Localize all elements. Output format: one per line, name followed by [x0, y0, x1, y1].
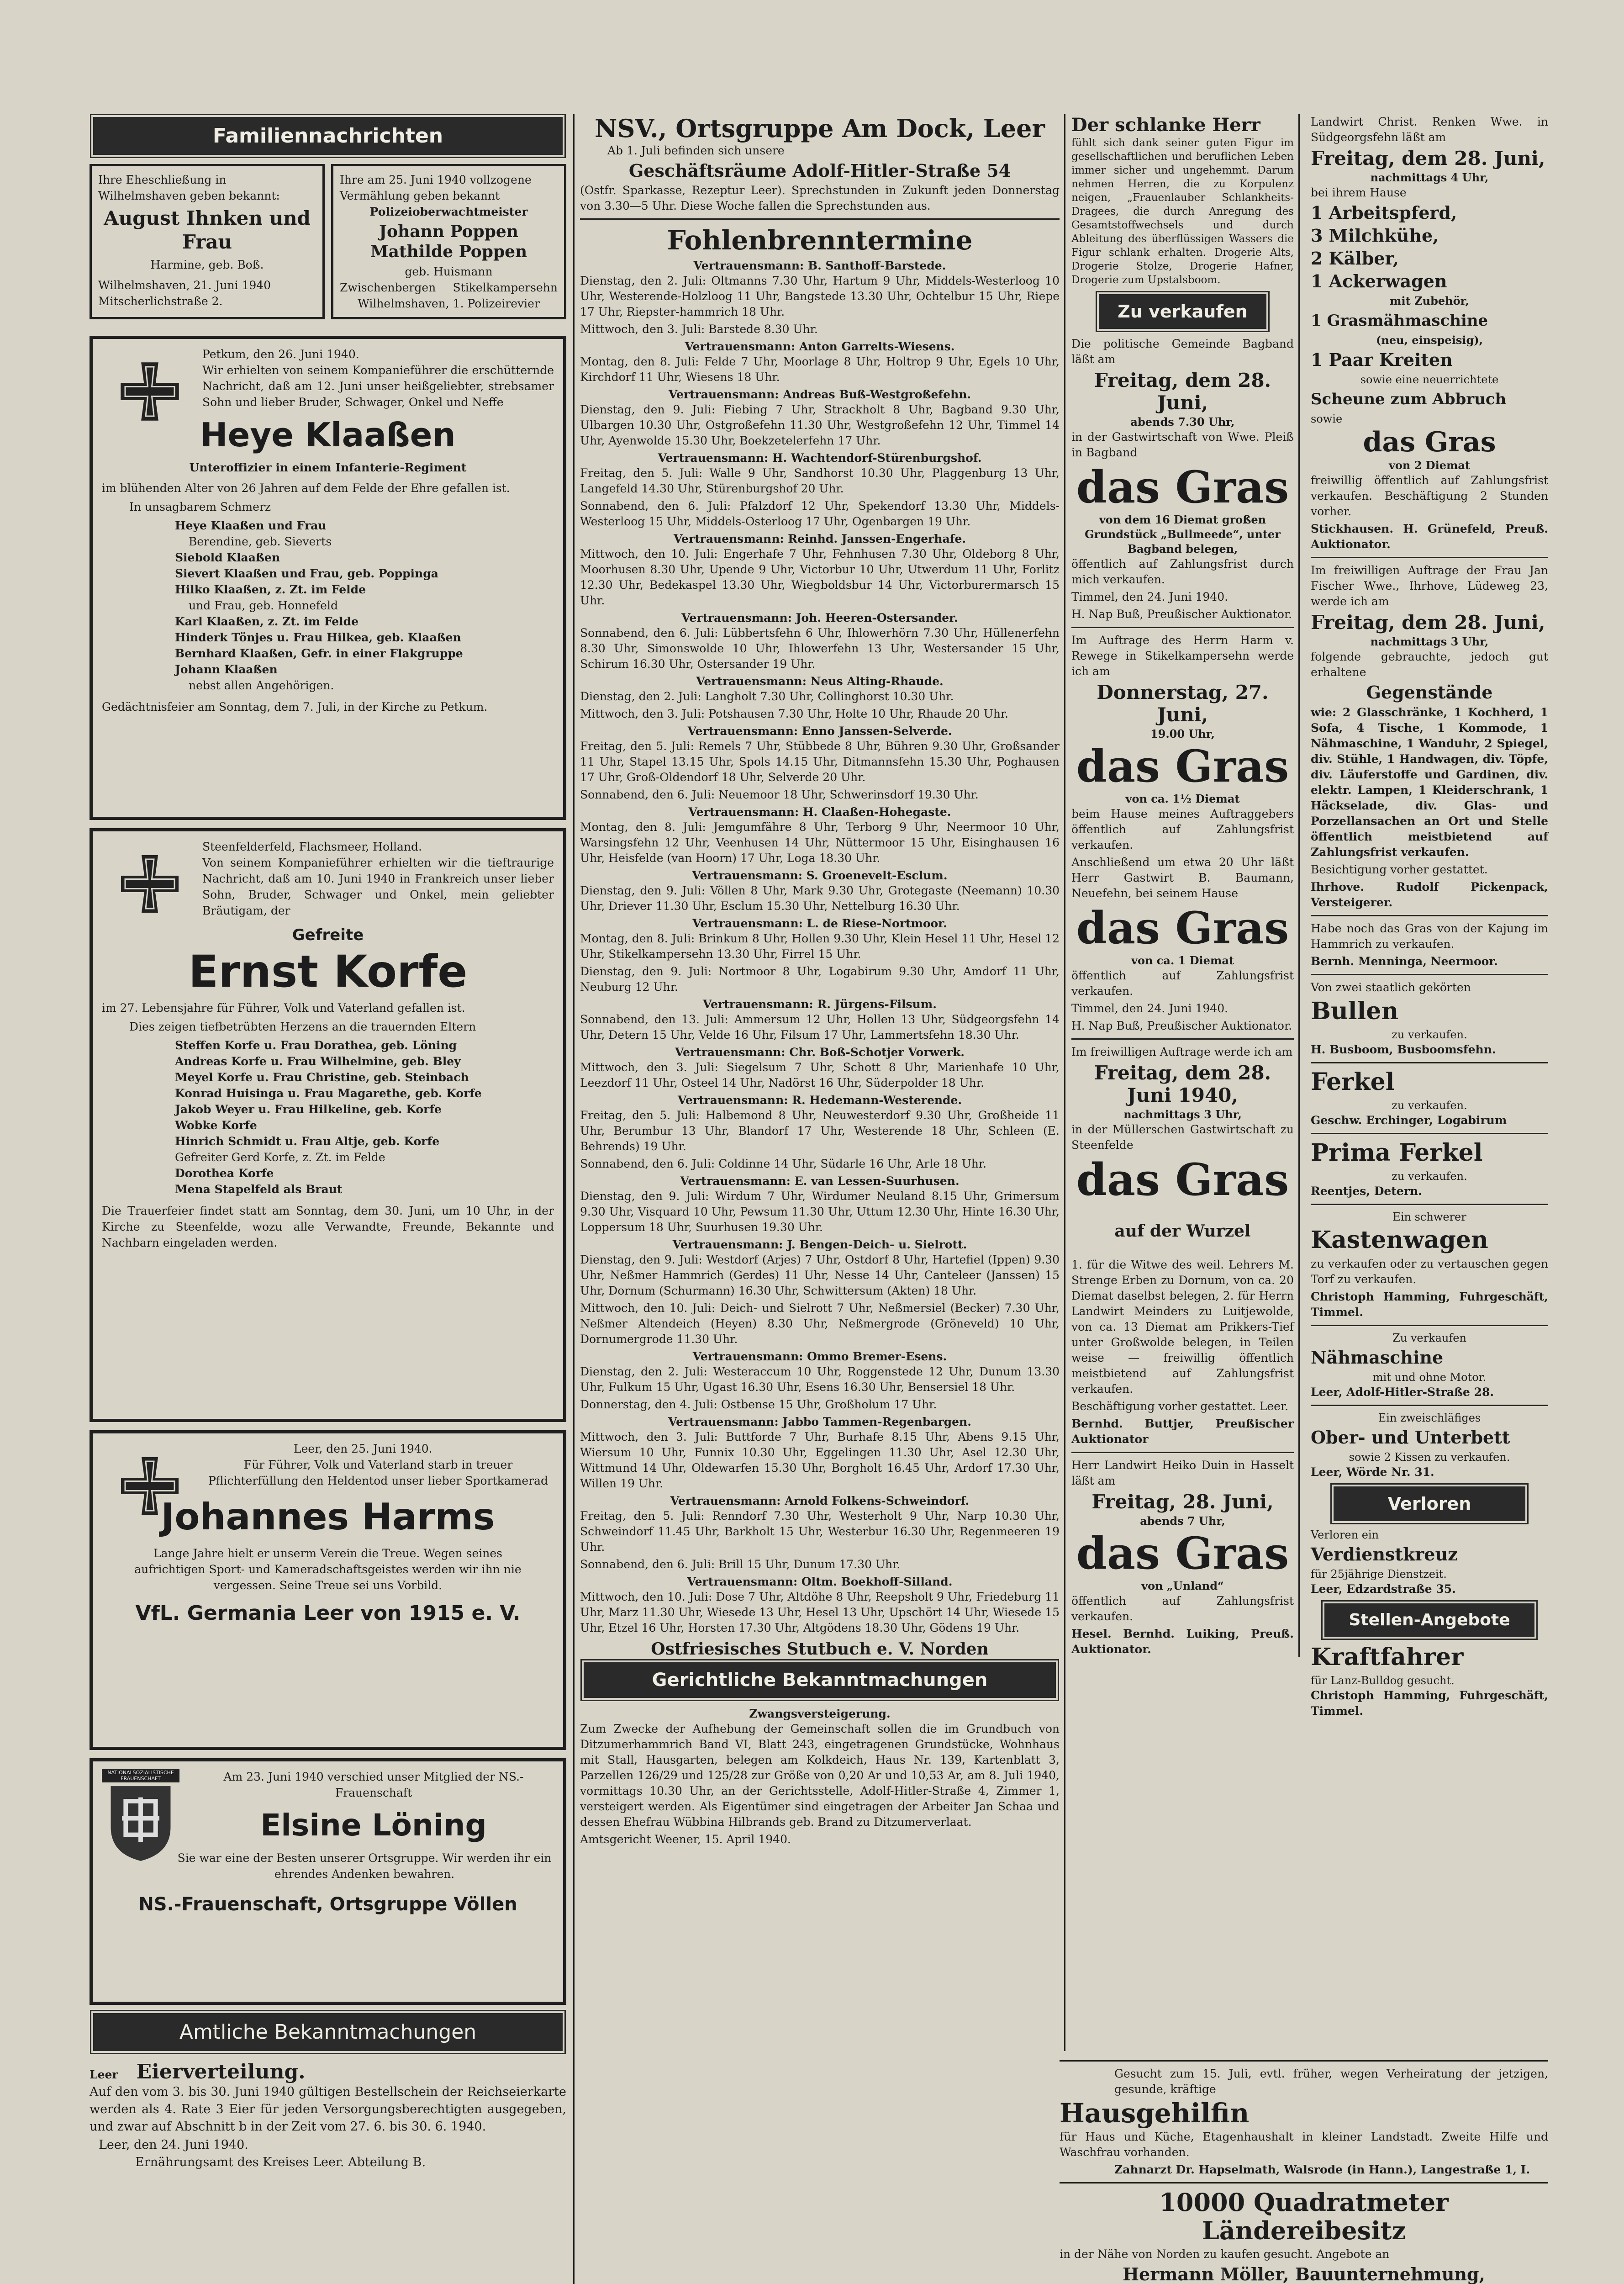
fischer-big: Gegenstände — [1366, 682, 1493, 703]
ad2-text: Im Auftrage des Herrn Harm v. Rewege in Stikelkampersehn werde ich am — [1071, 634, 1294, 678]
fohlen-entry: Montag, den 8. Juli: Felde 7 Uhr, Moorlage 8 Uhr, Holtrop 9 Uhr, Egels 10 Uhr, Kirchdorf 11 Uhr, Wiesens 18 Uhr. — [580, 355, 1060, 384]
mourner: Sievert Klaaßen und Frau, geb. Poppinga — [175, 567, 438, 580]
bett-text: Ein zweischläfiges — [1378, 1412, 1481, 1424]
ad3-sub: auf der Wurzel — [1114, 1221, 1251, 1241]
ad2-text3: Anschließend um etwa 20 Uhr läßt Herr Gastwirt B. Baumann, Neuefehn, bei seinem Hause — [1071, 856, 1294, 900]
divider — [1060, 2182, 1548, 2184]
death-notice-korfe — [90, 828, 566, 1422]
ad2-sub2: von ca. 1 Diemat — [1131, 954, 1234, 967]
death1-intro: Wir erhielten von seinem Kompanieführer die erschütternde Nachricht, daß am 12. Juni unser heißgeliebter, strebsamer Sohn und lieber Bruder, Schwager, Onkel und Neffe — [202, 364, 554, 409]
verloren-item: Verdienstkreuz — [1311, 1544, 1458, 1565]
fischer-text: Im freiwilligen Auftrage der Frau Jan Fischer Wwe., Ihrhove, Lüdeweg 23, werde ich am — [1311, 564, 1548, 608]
divider — [1311, 557, 1548, 558]
mourner: Mena Stapelfeld als Braut — [175, 1183, 343, 1196]
divider — [1311, 1204, 1548, 1205]
fohlen-list — [580, 259, 1060, 1636]
bett-sub: sowie 2 Kissen zu verkaufen. — [1349, 1451, 1510, 1464]
column-4 — [1311, 114, 1548, 1721]
ad1-sign: H. Nap Buß, Preußischer Auktionator. — [1071, 608, 1292, 621]
fohlen-header: Vertrauensmann: R. Hedemann-Westerende. — [677, 1094, 962, 1107]
landwirt-date: Freitag, dem 28. Juni, — [1311, 147, 1545, 169]
column-2 — [580, 114, 1060, 1849]
engagement-row — [90, 164, 566, 328]
prima-sign: Reentjes, Detern. — [1311, 1184, 1422, 1198]
fohlen-entry: Dienstag, den 9. Juli: Fiebing 7 Uhr, Strackholt 8 Uhr, Bagband 9.30 Uhr, Ulbargen 10.30 Uhr, Ostgroßefehn 11.30 Uhr, Westgroßefehn 12 Uhr, Timmel 14 Uhr, Ayenwolde 15.30 Uhr, Boekzetelerfehn 17 Uhr. — [580, 403, 1060, 447]
fischer-time: nachmittags 3 Uhr, — [1370, 635, 1489, 648]
fohlen-entry: Mittwoch, den 3. Juli: Buttforde 7 Uhr, Burhafe 8.15 Uhr, Abens 9.15 Uhr, Wiersum 10 Uhr, Funnix 10.30 Uhr, Eggelingen 11.30 Uhr, Asel 12.30 Uhr, Wittmund 14 Uhr, Oldewarfen 15.30 Uhr, Borgholt 16.45 Uhr, Ardorf 17.30 Uhr, Willen 19 Uhr. — [580, 1430, 1060, 1490]
gras-text: Habe noch das Gras von der Kajung im Hammrich zu verkaufen. — [1311, 922, 1548, 951]
fohlen-entry: Dienstag, den 2. Juli: Westeraccum 10 Uhr, Roggenstede 12 Uhr, Dunum 13.30 Uhr, Fulkum 15 Uhr, Ugast 16.30 Uhr, Esens 16.30 Uhr, Bensersiel 18 Uhr. — [580, 1365, 1060, 1394]
mourner: Siebold Klaaßen — [175, 551, 280, 564]
fohlen-header: Vertrauensmann: Joh. Heeren-Ostersander. — [681, 611, 958, 624]
fohlen-header: Vertrauensmann: Ommo Bremer-Esens. — [692, 1350, 947, 1363]
fohlen-entry: Freitag, den 5. Juli: Walle 9 Uhr, Sandhorst 10.30 Uhr, Plaggenburg 13 Uhr, Langefeld 14.30 Uhr, Stürenburgshof 20 Uhr. — [580, 466, 1060, 495]
engagement-text: Ihre Eheschließung in Wilhelmshaven geben bekannt: — [98, 173, 280, 202]
bullen-sign: H. Busboom, Busboomsfehn. — [1311, 1043, 1496, 1056]
fohlen-entry: Mittwoch, den 10. Juli: Engerhafe 7 Uhr, Fehnhusen 7.30 Uhr, Oldeborg 8 Uhr, Moorhusen 8.30 Uhr, Upende 9 Uhr, Victorbur 10 Uhr, Utwerdum 11 Uhr, Forlitz 12.30 Uhr, Bedekaspel 13.30 Uhr, Wiegboldsbur 14 Uhr, Victorburermarsch 15 Uhr. — [580, 547, 1060, 607]
fohlen-header: Vertrauensmann: S. Groenevelt-Esclum. — [692, 869, 948, 882]
fohlen-header: Vertrauensmann: Enno Janssen-Selverde. — [687, 724, 952, 738]
death2-grief: Dies zeigen tiefbetrübten Herzens an die trauernden Eltern — [129, 1020, 476, 1033]
eier-place: Leer — [90, 2068, 118, 2081]
engagement-sub: Harmine, geb. Boß. — [150, 258, 264, 271]
mourner: Wobke Korfe — [175, 1119, 257, 1132]
eier-date: Leer, den 24. Juni 1940. — [99, 2138, 248, 2152]
mourner: Hinrich Schmidt u. Frau Altje, geb. Korfe — [175, 1135, 440, 1148]
fischer-intro: folgende gebrauchte, jedoch gut erhaltene — [1311, 650, 1548, 679]
wedding-role: Polizeioberwachtmeister — [369, 205, 528, 218]
ferkel: Ferkel — [1311, 1068, 1395, 1096]
ad3-list: 1. für die Witwe des weil. Lehrers M. Strenge Erben zu Dornum, von ca. 20 Diemat daselbst belegen, 2. für Herrn Landwirt Meinders zu Luitjewolde, von ca. 13 Diemat am Prikkers-Tief unter Großwolde belegen, in Teilen weise — freiwillig öffentlich meistbietend auf Zahlungsfrist verkaufen. — [1071, 1258, 1294, 1396]
ad2-big2: das Gras — [1076, 902, 1289, 954]
fohlen-entry: Freitag, den 5. Juli: Remels 7 Uhr, Stübbede 8 Uhr, Bühren 9.30 Uhr, Großsander 11 Uhr, Stapel 13.15 Uhr, Spols 14.15 Uhr, Ditmannsfehn 15.30 Uhr, Poghausen 17 Uhr, Groß-Oldendorf 18 Uhr, Selverde 20 Uhr. — [580, 740, 1060, 784]
landwirt-also: sowie eine neuerrichtete — [1360, 373, 1499, 386]
eier-header — [90, 2060, 566, 2083]
death2-rank: Gefreite — [292, 926, 364, 944]
fohlen-entry: Sonnabend, den 13. Juli: Ammersum 12 Uhr, Hollen 13 Uhr, Südgeorgsfehn 14 Uhr, Detern 15 Uhr, Velde 16 Uhr, Filsum 17 Uhr, Lammertsfehn 18.30 Uhr. — [580, 1013, 1060, 1042]
kasten: Kastenwagen — [1311, 1226, 1488, 1254]
iron-cross-icon — [116, 357, 184, 426]
fohlen-entry: Freitag, den 5. Juli: Halbemond 8 Uhr, Neuwesterdorf 9.30 Uhr, Großheide 11 Uhr, Berumbur 13 Uhr, Blandorf 17 Uhr, Westerende 18 Uhr, Schleen (E. Behrends) 19 Uhr. — [580, 1109, 1060, 1153]
ad1-time: abends 7.30 Uhr, — [1130, 415, 1235, 428]
divider — [1311, 915, 1548, 916]
verloren-sign: Leer, Edzardstraße 35. — [1311, 1582, 1456, 1596]
landwirt-time: nachmittags 4 Uhr, — [1370, 171, 1489, 184]
column-3 — [1071, 114, 1300, 1659]
mourner: Hinderk Tönjes u. Frau Hilkea, geb. Klaaßen — [175, 631, 461, 644]
mourner: Karl Klaaßen, z. Zt. im Felde — [175, 615, 359, 628]
death2-detail: im 27. Lebensjahre für Führer, Volk und Vaterland gefallen ist. — [102, 1001, 465, 1015]
death3-place: Leer, den 25. Juni 1940. — [294, 1442, 432, 1455]
ad1-date: Freitag, dem 28. Juni, — [1094, 369, 1271, 414]
verloren-sub: für 25jährige Dienstzeit. — [1311, 1568, 1447, 1581]
ad1-date2: Timmel, den 24. Juni 1940. — [1071, 590, 1229, 603]
ad3-end: Beschäftigung vorher gestattet. Leer. — [1071, 1400, 1289, 1413]
divider — [1311, 1325, 1548, 1326]
nsv-intro: Ab 1. Juli befinden sich unsere — [607, 144, 785, 157]
iron-cross-icon — [116, 1452, 184, 1520]
wedding-names: Johann Poppen Mathilde Poppen — [370, 222, 527, 261]
landwirt-text: Landwirt Christ. Renken Wwe. in Südgeorgsfehn läßt am — [1311, 115, 1548, 144]
engagement-left — [90, 164, 325, 319]
gericht-banner: Gerichtliche Bekanntmachungen — [584, 1662, 1056, 1698]
ad1-big: das Gras — [1076, 461, 1289, 513]
ad4-big: das Gras — [1076, 1528, 1289, 1579]
ad2-date: Donnerstag, 27. Juni, — [1097, 681, 1269, 726]
death-notice-klaassen — [90, 336, 566, 820]
fohlen-entry: Dienstag, den 9. Juli: Nortmoor 8 Uhr, Logabirum 9.30 Uhr, Amdorf 11 Uhr, Neuburg 12 Uhr. — [580, 965, 1060, 994]
ad4-end: öffentlich auf Zahlungsfrist verkaufen. — [1071, 1594, 1294, 1623]
fohlen-entry: Sonnabend, den 6. Juli: Lübbertsfehn 6 Uhr, Ihlowerhörn 7.30 Uhr, Hüllenerfehn 8.30 Uhr, Simonswolde 10 Uhr, Ihlowerfehn 13 Uhr, Westersander 15 Uhr, Schirum 16.30 Uhr, Ostersander 19 Uhr. — [580, 626, 1060, 671]
wedding-left-place: Zwischenbergen — [340, 281, 436, 294]
landwirt-sign: Stickhausen. H. Grünefeld, Preuß. Auktionator. — [1311, 522, 1548, 551]
landwirt-item: 1 Arbeitspferd, — [1311, 202, 1457, 223]
ad2-text2: beim Hause meines Auftraggebers öffentlich auf Zahlungsfrist verkaufen. — [1071, 807, 1294, 851]
death2-service: Die Trauerfeier findet statt am Sonntag, dem 30. Juni, um 10 Uhr, in der Kirche zu Steenfelde, wozu alle Verwandte, Freunde, Bekannte und Nachbarn eingeladen werden. — [102, 1204, 554, 1249]
death1-service: Gedächtnisfeier am Sonntag, dem 7. Juli, in der Kirche zu Petkum. — [102, 700, 488, 714]
naeh: Nähmaschine — [1311, 1347, 1444, 1368]
land-title: 10000 Quadratmeter Ländereibesitz — [1159, 2188, 1449, 2245]
wedding-sub: geb. Huismann — [405, 265, 493, 278]
ad1-place: in der Gastwirtschaft von Wwe. Pleiß in Bagband — [1071, 430, 1294, 459]
fohlen-entry: Sonnabend, den 6. Juli: Brill 15 Uhr, Dunum 17.30 Uhr. — [580, 1558, 901, 1571]
column-divider — [1064, 114, 1065, 2051]
fohlen-header: Vertrauensmann: Reinhd. Janssen-Engerhafe. — [673, 532, 966, 545]
ad3-sign: Bernhd. Buttjer, Preußischer Auktionator — [1071, 1417, 1294, 1446]
death1-rank: Unteroffizier in einem Infanterie-Regiment — [189, 461, 467, 474]
schlank-text: fühlt sich dank seiner guten Figur im gesellschaftlichen und beruflichen Leben immer sicher und ungehemmt. Darum nehmen Herren, die zu Korpulenz neigen, „Frauenlauber Schlankheits-Dragees, die durch Anregung des Gesamtstoffwechsels und durch Ableitung des überflüssigen Wassers die Figur schlank erhalten. Drogerie Alts, Drogerie Stolze, Drogerie Hafner, Drogerie zum Upstalsboom. — [1071, 137, 1294, 286]
death2-mourners — [175, 1037, 554, 1197]
zwang-title: Zwangsversteigerung. — [749, 1707, 891, 1720]
logo-text: NATIONALSOZIALISTISCHE FRAUENSCHAFT — [102, 1769, 179, 1782]
fohlen-entry: Dienstag, den 9. Juli: Wirdum 7 Uhr, Wirdumer Neuland 8.15 Uhr, Grimersum 9.30 Uhr, Visquard 10 Uhr, Pewsum 11.30 Uhr, Uttum 12.30 Uhr, Hinte 16.30 Uhr, Loppersum 18 Uhr, Suurhusen 19.30 Uhr. — [580, 1190, 1060, 1234]
ad3-time: nachmittags 3 Uhr, — [1123, 1108, 1242, 1121]
kraftfahrer: Kraftfahrer — [1311, 1643, 1464, 1671]
mourner: Dorothea Korfe — [175, 1167, 274, 1180]
death1-mourners — [175, 518, 554, 693]
death1-place: Petkum, den 26. Juni 1940. — [202, 348, 359, 361]
death3-intro: Für Führer, Volk und Vaterland starb in treuer Pflichterfüllung den Heldentod unser lieber Sportkamerad — [208, 1458, 548, 1487]
kasten-sign: Christoph Hamming, Fuhrgeschäft, Timmel. — [1311, 1290, 1548, 1319]
naeh-sign: Leer, Adolf-Hitler-Straße 28. — [1311, 1385, 1494, 1399]
death1-name: Heye Klaaßen — [200, 416, 456, 454]
fischer-sign: Ihrhove. Rudolf Pickenpack, Versteigerer. — [1311, 880, 1548, 909]
death4-intro: Am 23. Juni 1940 verschied unser Mitglied der NS.-Frauenschaft — [223, 1770, 524, 1799]
fohlen-header: Vertrauensmann: B. Santhoff-Barstede. — [693, 259, 946, 272]
landwirt-mach-sub: (neu, einspeisig), — [1376, 333, 1483, 347]
landwirt-item: 2 Kälber, — [1311, 248, 1399, 269]
divider — [1060, 2060, 1548, 2062]
bullen-text: Von zwei staatlich gekörten — [1311, 981, 1471, 994]
divider — [1071, 627, 1294, 628]
fohlen-entry: Dienstag, den 2. Juli: Oltmanns 7.30 Uhr, Hartum 9 Uhr, Middels-Westerloog 10 Uhr, Westerende-Holzloog 11 Uhr, Bangstede 13.30 Uhr, Ochtelbur 15 Uhr, Riepe 17 Uhr, Riepster-hammrich 18 Uhr. — [580, 274, 1060, 318]
mourner: Andreas Korfe u. Frau Wilhelmine, geb. Bley — [175, 1055, 461, 1068]
landwirt-gras-sub: von 2 Diemat — [1388, 459, 1471, 472]
hausgehilfin-sign: Zahnarzt Dr. Hapselmath, Walsrode (in Hann.), Langestraße 1, I. — [1114, 2163, 1530, 2176]
fohlen-entry: Dienstag, den 9. Juli: Westdorf (Arjes) 7 Uhr, Ostdorf 8 Uhr, Hartefiel (Ippen) 9.30 Uhr, Neßmer Hammrich (Gerdes) 11 Uhr, Nesse 14 Uhr, Canteleer (Janssen) 15 Uhr, Dornum (Schurmann) 16.30 Uhr, Schwittersum (Akten) 18 Uhr. — [580, 1253, 1060, 1297]
death3-name: Johannes Harms — [161, 1496, 495, 1538]
iron-cross-icon — [116, 850, 184, 918]
fischer-list: wie: 2 Glasschränke, 1 Kochherd, 1 Sofa, 4 Tische, 1 Kommode, 1 Nähmaschine, 1 Wanduhr, 2 Spiegel, div. Stühle, 1 Handwagen, div. Töpfe, div. Läuferstoffe und Gardinen, div. elektr. Lampen, 1 Kleiderschrank, 1 Häckselade, div. Glas- und Porzellansachen an Ort und Stelle öffentlich meistbietend auf Zahlungsfrist verkaufen. — [1311, 706, 1548, 859]
nsv-bold: Geschäftsräume Adolf-Hitler-Straße 54 — [628, 160, 1011, 181]
fohlen-header: Vertrauensmann: Andreas Buß-Westgroßefehn. — [668, 388, 971, 401]
bottom-ads — [1060, 2056, 1548, 2284]
fischer-date: Freitag, dem 28. Juni, — [1311, 611, 1545, 634]
land-text: in der Nähe von Norden zu kaufen gesucht. Angebote an — [1060, 2247, 1390, 2261]
stutbuch: Ostfriesisches Stutbuch e. V. Norden — [651, 1639, 989, 1659]
familien-banner: Familiennachrichten — [93, 117, 563, 155]
death1-grief: In unsagbarem Schmerz — [129, 500, 271, 513]
kraftfahrer-sign: Christoph Hamming, Fuhrgeschäft, Timmel. — [1311, 1689, 1548, 1718]
ad4-sign: Hesel. Bernhd. Luiking, Preuß. Auktionator. — [1071, 1627, 1294, 1656]
fohlen-entry: Dienstag, den 9. Juli: Völlen 8 Uhr, Mark 9.30 Uhr, Grotegaste (Neemann) 10.30 Uhr, Driever 11.30 Uhr, Esclum 15.30 Uhr, Nettelburg 16.30 Uhr. — [580, 884, 1060, 913]
fischer-end: Besichtigung vorher gestattet. — [1311, 863, 1488, 876]
mourner: nebst allen Angehörigen. — [189, 679, 334, 692]
death3-detail: Lange Jahre hielt er unserm Verein die Treue. Wegen seines aufrichtigen Sport- und Kameradschaftsgeistes werden wir ihn nie vergessen. Seine Treue sei uns Vorbild. — [134, 1547, 522, 1592]
death2-place: Steenfelderfeld, Flachsmeer, Holland. — [202, 840, 422, 853]
gesucht-text: Gesucht zum 15. Juli, evtl. früher, wegen Verheiratung der jetzigen, gesunde, kräftige — [1114, 2067, 1548, 2096]
death4-name: Elsine Löning — [260, 1808, 487, 1843]
verkaufen-banner: Zu verkaufen — [1099, 294, 1266, 329]
fohlen-entry: Mittwoch, den 10. Juli: Deich- und Sielrott 7 Uhr, Neßmersiel (Becker) 7.30 Uhr, Neßmer Altendeich (Heyen) 8.30 Uhr, Neßmergrode (Gröneveld) 10 Uhr, Dornumergrode 11.30 Uhr. — [580, 1301, 1060, 1346]
ad4-time: abends 7 Uhr, — [1140, 1514, 1225, 1528]
engagement-names: August Ihnken und Frau — [104, 207, 311, 253]
fohlen-entry: Mittwoch, den 3. Juli: Barstede 8.30 Uhr. — [580, 323, 818, 336]
kasten-text: Ein schwerer — [1392, 1211, 1466, 1223]
hausgehilfin-text: für Haus und Küche, Etagenhaushalt in kleiner Landstadt. Zweite Hilfe und Waschfrau vorhanden. — [1060, 2130, 1548, 2159]
fohlen-header: Vertrauensmann: Chr. Boß-Schotjer Vorwerk. — [675, 1046, 965, 1059]
fohlen-header: Vertrauensmann: H. Claaßen-Hohegaste. — [688, 805, 951, 819]
engagement-place: Wilhelmshaven, 21. Juni 1940 — [98, 279, 271, 292]
wedding-place: Wilhelmshaven, 1. Polizeirevier — [358, 297, 540, 310]
landwirt-sowie: sowie — [1311, 412, 1343, 425]
ad1-sub: von dem 16 Diemat großen Grundstück „Bullmeede“, unter Bagband belegen, — [1085, 513, 1281, 555]
bullen-sub: zu verkaufen. — [1392, 1028, 1467, 1041]
death2-name: Ernst Korfe — [188, 946, 468, 997]
nsv-title: NSV., Ortsgruppe Am Dock, Leer — [595, 114, 1045, 143]
landwirt-item: 1 Ackerwagen — [1311, 271, 1447, 291]
divider — [1311, 974, 1548, 975]
fohlen-entry: Sonnabend, den 6. Juli: Neuemoor 18 Uhr, Schwerinsdorf 19.30 Uhr. — [580, 788, 979, 801]
naeh-text: Zu verkaufen — [1392, 1332, 1466, 1344]
engagement-right — [331, 164, 566, 319]
death1-detail: im blühenden Alter von 26 Jahren auf dem Felde der Ehre gefallen ist. — [102, 481, 510, 495]
fohlen-entry: Mittwoch, den 3. Juli: Potshausen 7.30 Uhr, Holte 10 Uhr, Rhaude 20 Uhr. — [580, 707, 1009, 720]
divider — [1311, 1133, 1548, 1134]
mourner: Johann Klaaßen — [175, 663, 278, 676]
frauenschaft-logo — [102, 1769, 179, 1866]
verloren-text: Verloren ein — [1311, 1528, 1379, 1541]
fohlen-entry: Donnerstag, den 4. Juli: Ostbense 15 Uhr, Großholum 17 Uhr. — [580, 1398, 937, 1411]
death3-club: VfL. Germania Leer von 1915 e. V. — [135, 1602, 521, 1625]
mourner: Gefreiter Gerd Korfe, z. Zt. im Felde — [175, 1151, 385, 1164]
death2-intro: Von seinem Kompanieführer erhielten wir die tieftraurige Nachricht, daß am 10. Juni 1940 in Frankreich unser lieber Sohn, Bruder, Schwager und Onkel, mein geliebter Bräutigam, der — [202, 856, 554, 917]
mourner: Hilko Klaaßen, z. Zt. im Felde — [175, 583, 366, 596]
fohlen-header: Vertrauensmann: Anton Garrelts-Wiesens. — [685, 340, 955, 353]
fohlen-header: Vertrauensmann: H. Wachtendorf-Stürenburgshof. — [658, 451, 982, 465]
ad3-big: das Gras — [1076, 1154, 1289, 1205]
ad4-date: Freitag, 28. Juni, — [1091, 1491, 1274, 1513]
wedding-right-place: Stikelkampersehn — [453, 281, 558, 294]
wedding-text: Ihre am 25. Juni 1940 vollzogene Vermählung geben bekannt — [340, 173, 532, 202]
divider — [580, 218, 1060, 220]
column-1 — [90, 114, 566, 2172]
fohlen-entry: Sonnabend, den 6. Juli: Pfalzdorf 12 Uhr, Spekendorf 13.30 Uhr, Middels-Westerloog 15 Uhr, Middels-Osterloog 17 Uhr, Ogenbargen 19 Uhr. — [580, 499, 1060, 528]
gras-sign: Bernh. Menninga, Neermoor. — [1311, 955, 1498, 968]
verloren-banner: Verloren — [1334, 1486, 1525, 1521]
zwang-text: Zum Zwecke der Aufhebung der Gemeinschaft sollen die im Grundbuch von Ditzumerhammrich Band VI, Blatt 243, eingetragenen Grundstücke, Wohnhaus mit Stall, Hausgarten, belegen am Kolkdeich, Haus Nr. 139, Kartenblatt 3, Parzellen 126/29 und 125/28 zur Größe von 0,20 Ar und 10,53 Ar, am 8. Juli 1940, vormittags 10.30 Uhr, an der Gerichtsstelle, Adolf-Hitler-Straße 4, Zimmer 1, versteigert werden. Als Eigentümer sind eingetragen der Arbeiter Jan Schaa und dessen Ehefrau Wübbina Hilbrands geb. Brand zu Ditzumerverlaat. — [580, 1722, 1060, 1829]
bett: Ober- und Unterbett — [1311, 1427, 1510, 1448]
mourner: Bernhard Klaaßen, Gefr. in einer Flakgruppe — [175, 647, 463, 660]
mourner: Steffen Korfe u. Frau Dorathea, geb. Löning — [175, 1039, 457, 1052]
eier-title: Eierverteilung. — [136, 2060, 306, 2083]
ad2-time: 19.00 Uhr, — [1150, 727, 1215, 740]
amtliche-banner: Amtliche Bekanntmachungen — [93, 2013, 563, 2051]
divider — [1071, 1038, 1294, 1040]
ad2-big: das Gras — [1076, 740, 1289, 792]
fohlen-header: Vertrauensmann: R. Jürgens-Filsum. — [703, 998, 937, 1011]
death-notice-loening — [90, 1758, 566, 2005]
fohlen-entry: Mittwoch, den 10. Juli: Dose 7 Uhr, Altdöhe 8 Uhr, Reepsholt 9 Uhr, Friedeburg 11 Uhr, Marz 11.30 Uhr, Wiesede 13 Uhr, Hesel 13 Uhr, Upschört 14 Uhr, Wiesede 15 Uhr, Etzel 16 Uhr, Horsten 17.30 Uhr, Altgödens 18.30 Uhr, Gödens 19 Uhr. — [580, 1590, 1060, 1634]
eier-text: Auf den vom 3. bis 30. Juni 1940 gültigen Bestellschein der Reichseierkarte werden als 4. Rate 3 Eier für jeden Versorgungsberechtigten ausgegeben, und zwar auf Abschnitt b in der Zeit vom 27. 6. bis 30. 6. 1940. — [90, 2085, 566, 2134]
landwirt-mit: mit Zubehör, — [1390, 294, 1469, 307]
ad3-text: Im freiwilligen Auftrage werde ich am — [1071, 1045, 1293, 1058]
death4-org: NS.-Frauenschaft, Ortsgruppe Völlen — [138, 1894, 517, 1915]
fohlen-entry: Mittwoch, den 3. Juli: Siegelsum 7 Uhr, Schott 8 Uhr, Marienhafe 10 Uhr, Leezdorf 11 Uhr, Osteel 14 Uhr, Nadörst 16 Uhr, Süderpolder 18 Uhr. — [580, 1061, 1060, 1089]
divider — [1311, 1062, 1548, 1063]
ad2-sub: von ca. 1½ Diemat — [1125, 792, 1240, 805]
landwirt-gras: das Gras — [1363, 426, 1496, 458]
ad4-sub: von „Unland“ — [1141, 1579, 1224, 1592]
landwirt-place: bei ihrem Hause — [1311, 186, 1407, 199]
mourner: und Frau, geb. Honnefeld — [189, 599, 338, 612]
zwang-sign: Amtsgericht Weener, 15. April 1940. — [580, 1833, 791, 1846]
divider — [1071, 1452, 1294, 1453]
mourner: Berendine, geb. Sieverts — [189, 535, 332, 548]
naeh-sub: mit und ohne Motor. — [1372, 1371, 1487, 1384]
fohlen-title: Fohlenbrenntermine — [667, 225, 973, 256]
divider — [1311, 1405, 1548, 1406]
fohlen-entry: Freitag, den 5. Juli: Renndorf 7.30 Uhr, Westerholt 9 Uhr, Narp 10.30 Uhr, Schweindorf 11.45 Uhr, Barkholt 15 Uhr, Westerbur 16.30 Uhr, Regenmeeren 19 Uhr. — [580, 1509, 1060, 1554]
landwirt-kreiten: 1 Paar Kreiten — [1311, 349, 1453, 370]
fohlen-header: Vertrauensmann: Oltm. Boekhoff-Silland. — [687, 1575, 953, 1588]
mourner: Meyel Korfe u. Frau Christine, geb. Steinbach — [175, 1071, 469, 1084]
ferkel-sub: zu verkaufen. — [1392, 1099, 1467, 1112]
frauenschaft-emblem-icon — [102, 1782, 179, 1865]
ad1-text: Die politische Gemeinde Bagband läßt am — [1071, 337, 1294, 366]
landwirt-mach: 1 Grasmähmaschine — [1311, 312, 1488, 330]
land-name: Hermann Möller, Bauunternehmung, — [1123, 2264, 1485, 2284]
engagement-street: Mitscherlichstraße 2. — [98, 295, 223, 308]
prima-sub: zu verkaufen. — [1392, 1170, 1467, 1183]
fohlen-entry: Dienstag, den 2. Juli: Langholt 7.30 Uhr, Collinghorst 10.30 Uhr. — [580, 690, 954, 703]
kraftfahrer-sub: für Lanz-Bulldog gesucht. — [1311, 1674, 1455, 1687]
nsv-text: (Ostfr. Sparkasse, Rezeptur Leer). Sprechstunden in Zukunft jeden Donnerstag von 3.30—5 Uhr. Diese Woche fallen die Sprechstunden aus. — [580, 184, 1060, 212]
landwirt-item: 3 Milchkühe, — [1311, 225, 1439, 246]
fohlen-header: Vertrauensmann: E. van Lessen-Suurhusen. — [680, 1174, 960, 1188]
landwirt-scheune: Scheune zum Abbruch — [1311, 390, 1507, 408]
bullen: Bullen — [1311, 997, 1399, 1025]
mourner: Heye Klaaßen und Frau — [175, 519, 327, 532]
fohlen-header: Vertrauensmann: J. Bengen-Deich- u. Sielrott. — [672, 1238, 967, 1251]
ad3-place: in der Müllerschen Gastwirtschaft zu Steenfelde — [1071, 1123, 1294, 1152]
eier-sign: Ernährungsamt des Kreises Leer. Abteilung B. — [135, 2155, 426, 2169]
ad3-date: Freitag, dem 28. Juni 1940, — [1094, 1062, 1271, 1106]
mourner: Konrad Huisinga u. Frau Magarethe, geb. Korfe — [175, 1087, 482, 1100]
mourner: Jakob Weyer u. Frau Hilkeline, geb. Korfe — [175, 1103, 442, 1116]
column-divider — [573, 114, 575, 2284]
ferkel-sign: Geschw. Erchinger, Logabirum — [1311, 1114, 1507, 1127]
ad2-end: öffentlich auf Zahlungsfrist verkaufen. — [1071, 969, 1294, 998]
fohlen-header: Vertrauensmann: Arnold Folkens-Schweindorf. — [670, 1494, 970, 1507]
bett-sign: Leer, Wörde Nr. 31. — [1311, 1465, 1434, 1479]
kasten-sub: zu verkaufen oder zu vertauschen gegen Torf zu verkaufen. — [1311, 1257, 1548, 1286]
death-notice-harms — [90, 1430, 566, 1750]
fohlen-header: Vertrauensmann: Neus Alting-Rhaude. — [696, 675, 944, 688]
fohlen-header: Vertrauensmann: Jabbo Tammen-Regenbargen. — [668, 1415, 971, 1428]
ad1-end: öffentlich auf Zahlungsfrist durch mich verkaufen. — [1071, 557, 1294, 586]
landwirt-end: freiwillig öffentlich auf Zahlungsfrist verkaufen. Beschäftigung 2 Stunden vorher. — [1311, 474, 1548, 518]
ad4-text: Herr Landwirt Heiko Duin in Hasselt läßt am — [1071, 1459, 1294, 1487]
fohlen-entry: Montag, den 8. Juli: Brinkum 8 Uhr, Hollen 9.30 Uhr, Klein Hesel 11 Uhr, Hesel 12 Uhr, Stikelkampersehn 13.30 Uhr, Firrel 15 Uhr. — [580, 932, 1060, 961]
fohlen-header: Vertrauensmann: L. de Riese-Nortmoor. — [692, 917, 947, 930]
death4-detail: Sie war eine der Besten unserer Ortsgruppe. Wir werden ihr ein ehrendes Andenken bewahren. — [177, 1851, 552, 1881]
fohlen-entry: Sonnabend, den 6. Juli: Coldinne 14 Uhr, Südarle 16 Uhr, Arle 18 Uhr. — [580, 1157, 987, 1170]
ad2-sign: H. Nap Buß, Preußischer Auktionator. — [1071, 1019, 1292, 1032]
schlank-title: Der schlanke Herr — [1071, 114, 1260, 136]
hausgehilfin: Hausgehilfin — [1060, 2098, 1250, 2129]
ad2-date2: Timmel, den 24. Juni 1940. — [1071, 1002, 1229, 1015]
stellen-banner: Stellen-Angebote — [1324, 1603, 1534, 1637]
prima-ferkel: Prima Ferkel — [1311, 1139, 1483, 1167]
fohlen-entry: Montag, den 8. Juli: Jemgumfähre 8 Uhr, Terborg 9 Uhr, Neermoor 10 Uhr, Warsingsfehn 12 Uhr, Veenhusen 14 Uhr, Nüttermoor 15 Uhr, Eisinghausen 16 Uhr, Heisfelde (van Hoorn) 17 Uhr, Loga 18.30 Uhr. — [580, 820, 1060, 865]
